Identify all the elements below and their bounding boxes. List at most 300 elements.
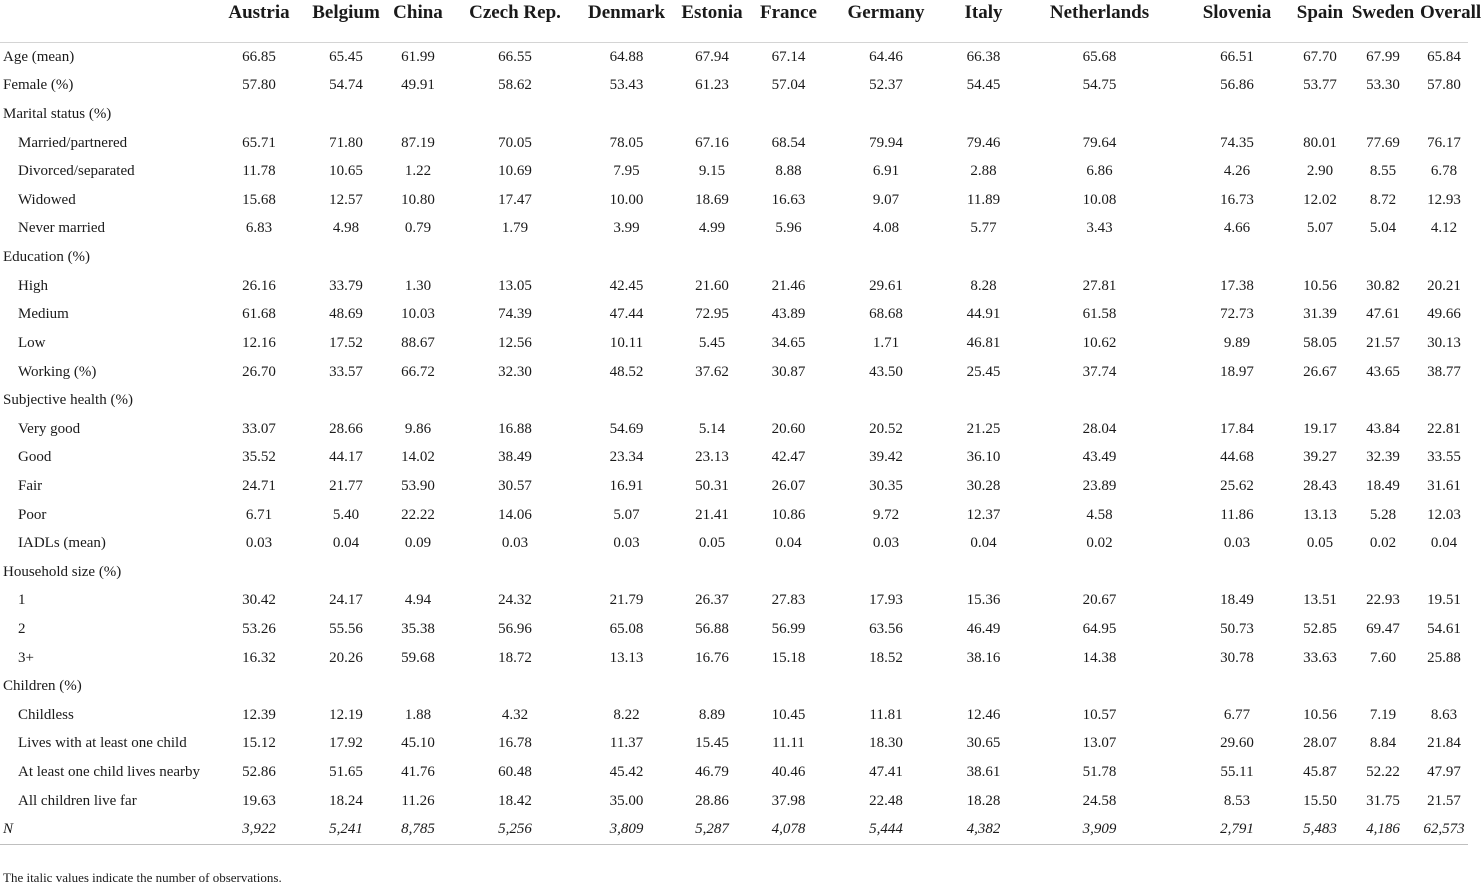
table-cell: 4.08: [872, 220, 900, 237]
table-cell: 12.16: [242, 334, 276, 351]
column-header-label: Czech Rep.: [469, 2, 561, 23]
table-cell: [753, 386, 824, 415]
table-row: [0, 358, 1468, 387]
table-cell: [1346, 243, 1420, 272]
table-cell: 71.80: [329, 134, 363, 151]
table-cell: 30.82: [1366, 277, 1400, 294]
table-cell: 66.51: [1220, 48, 1254, 65]
table-cell: 10.00: [609, 191, 644, 208]
table-cell: 6.83: [245, 220, 273, 237]
table-cell: 25.88: [1427, 649, 1461, 666]
table-cell: 10.08: [1082, 191, 1117, 208]
table-cell: 60.48: [498, 764, 532, 781]
row-label: 3+: [18, 649, 34, 666]
table-cell: 12.93: [1427, 191, 1461, 208]
table-cell: 17.84: [1220, 420, 1254, 437]
table-cell: 31.39: [1303, 306, 1337, 323]
table-cell: 67.70: [1303, 48, 1337, 65]
row-label: High: [18, 277, 48, 294]
table-cell: 55.56: [329, 620, 363, 637]
table-cell: 26.07: [771, 477, 806, 494]
table-cell: 31.61: [1427, 477, 1461, 494]
table-cell: 25.45: [966, 363, 1001, 380]
table-cell: 15.18: [771, 649, 806, 666]
table-cell: 4.99: [698, 220, 726, 237]
table-cell: [753, 558, 824, 587]
table-cell: [824, 243, 948, 272]
table-cell: 43.49: [1082, 449, 1117, 466]
table-cell: 9.72: [872, 506, 900, 523]
table-cell: 45.42: [609, 764, 644, 781]
table-cell: 21.57: [1366, 334, 1400, 351]
table-cell: 21.57: [1427, 792, 1461, 809]
table-cell: [824, 100, 948, 129]
table-cell: 42.47: [771, 449, 806, 466]
table-cell: 20.52: [869, 420, 903, 437]
table-cell: 12.37: [966, 506, 1001, 523]
table-cell: 0.03: [1223, 535, 1251, 552]
table-cell: 16.91: [609, 477, 644, 494]
table-cell: 21.60: [695, 277, 729, 294]
table-cell: 17.92: [329, 735, 363, 752]
table-cell: 4.98: [332, 220, 360, 237]
table-cell: [948, 672, 1019, 701]
table-cell: 11.11: [772, 735, 805, 752]
table-cell: 4.12: [1430, 220, 1458, 237]
table-cell: 0.02: [1369, 535, 1397, 552]
table-cell: 10.56: [1303, 706, 1337, 723]
column-header: [582, 0, 671, 43]
table-cell: [824, 386, 948, 415]
table-cell: [948, 100, 1019, 129]
table-cell: 43.65: [1366, 363, 1400, 380]
table-row: [0, 157, 1468, 186]
table-cell: 10.45: [771, 706, 806, 723]
table-cell: 5.07: [1306, 220, 1334, 237]
table-cell: 45.87: [1303, 764, 1337, 781]
table-cell: 66.85: [242, 48, 276, 65]
row-label: 1: [18, 592, 26, 609]
table-cell: 45.10: [401, 735, 435, 752]
table-cell: 54.69: [609, 420, 644, 437]
table-cell: 34.65: [771, 334, 806, 351]
table-cell: 79.46: [966, 134, 1001, 151]
column-header-label: Austria: [228, 2, 290, 23]
table-cell: 51.78: [1082, 764, 1117, 781]
table-cell: 67.94: [695, 48, 729, 65]
table-row: [0, 730, 1468, 759]
table-cell: 4.58: [1086, 506, 1113, 523]
table-cell: [448, 672, 582, 701]
table-cell: 43.84: [1366, 420, 1400, 437]
table-cell: [1019, 243, 1180, 272]
table-cell: 1.88: [404, 706, 432, 723]
table-cell: 22.81: [1427, 420, 1461, 437]
table-cell: 26.37: [695, 592, 729, 609]
table-cell: 10.69: [498, 163, 532, 180]
table-row: [0, 444, 1468, 473]
table-cell: 59.68: [401, 649, 435, 666]
row-label: Marital status (%): [3, 106, 112, 123]
table-cell: 41.76: [401, 764, 435, 781]
table-cell: 56.96: [498, 620, 532, 637]
table-cell: 47.44: [609, 306, 644, 323]
table-cell: 10.56: [1303, 277, 1337, 294]
table-cell: 53.30: [1366, 77, 1400, 94]
table-cell: 6.78: [1430, 163, 1458, 180]
table-cell: 49.66: [1427, 306, 1461, 323]
column-header-label: Germany: [847, 2, 925, 23]
table-cell: 11.81: [869, 706, 903, 723]
table-cell: 66.55: [498, 48, 532, 65]
table-cell: 88.67: [401, 334, 435, 351]
table-cell: [304, 243, 388, 272]
table-cell: 43.89: [771, 306, 806, 323]
table-cell: [753, 100, 824, 129]
table-cell: 10.65: [329, 163, 363, 180]
table-cell: 21.25: [966, 420, 1001, 437]
table-cell: 20.21: [1427, 277, 1461, 294]
table-cell: 5,444: [824, 815, 948, 844]
row-label: Education (%): [3, 249, 91, 266]
table-cell: 48.69: [329, 306, 363, 323]
table-cell: 53.43: [609, 77, 644, 94]
table-row: [0, 100, 1468, 129]
table-cell: 55.11: [1220, 764, 1254, 781]
column-header-label: France: [760, 2, 817, 23]
table-cell: [1019, 386, 1180, 415]
row-label: 2: [18, 620, 26, 637]
table-cell: 12.56: [498, 334, 532, 351]
table-cell: [1019, 100, 1180, 129]
table-cell: [824, 672, 948, 701]
table-cell: 57.80: [1427, 77, 1461, 94]
table-cell: 28.86: [695, 792, 729, 809]
table-cell: [388, 386, 448, 415]
table-cell: [1180, 243, 1294, 272]
table-row: [0, 758, 1468, 787]
table-cell: 42.45: [609, 277, 644, 294]
table-cell: 6.77: [1223, 706, 1251, 723]
column-header: [1346, 0, 1420, 43]
table-cell: 77.69: [1366, 134, 1400, 151]
table-cell: 23.89: [1082, 477, 1117, 494]
table-cell: 58.62: [498, 77, 532, 94]
table-cell: 50.31: [695, 477, 729, 494]
table-cell: 0.03: [245, 535, 273, 552]
table-cell: 25.62: [1220, 477, 1254, 494]
table-cell: 15.36: [966, 592, 1001, 609]
table-cell: 17.47: [498, 191, 532, 208]
table-cell: 28.66: [329, 420, 363, 437]
table-cell: 69.47: [1366, 620, 1400, 637]
table-cell: 66.38: [966, 48, 1001, 65]
table-cell: 65.84: [1427, 48, 1461, 65]
table-cell: 26.67: [1303, 363, 1337, 380]
table-cell: [671, 672, 753, 701]
table-cell: 26.16: [242, 277, 276, 294]
table-cell: 7.19: [1369, 706, 1397, 723]
table-cell: 18.52: [869, 649, 903, 666]
column-header-label: Netherlands: [1049, 2, 1150, 23]
table-cell: 35.52: [242, 449, 276, 466]
table-cell: 0.04: [1430, 535, 1458, 552]
table-cell: 1.30: [404, 277, 432, 294]
table-row: [0, 587, 1468, 616]
table-cell: 28.04: [1082, 420, 1117, 437]
table-cell: [388, 558, 448, 587]
table-cell: 3,922: [214, 815, 304, 844]
table-cell: [1180, 558, 1294, 587]
table-cell: 24.58: [1082, 792, 1117, 809]
table-cell: 0.02: [1086, 535, 1113, 552]
table-cell: 72.73: [1220, 306, 1254, 323]
table-cell: 9.89: [1223, 334, 1251, 351]
column-header-label: Spain: [1296, 2, 1344, 23]
table-cell: 5.28: [1369, 506, 1397, 523]
table-cell: 0.03: [613, 535, 640, 552]
table-cell: 10.80: [401, 191, 435, 208]
table-cell: 11.89: [966, 191, 1001, 208]
table-row: [0, 701, 1468, 730]
row-label: Married/partnered: [18, 134, 128, 151]
table-cell: 22.48: [869, 792, 903, 809]
table-cell: 33.57: [329, 363, 363, 380]
table-cell: [671, 386, 753, 415]
table-cell: 8.22: [613, 706, 640, 723]
table-cell: 6.71: [245, 506, 273, 523]
table-cell: [948, 558, 1019, 587]
table-cell: 46.81: [966, 334, 1001, 351]
table-cell: [388, 243, 448, 272]
table-cell: [1180, 386, 1294, 415]
table-cell: 24.17: [329, 592, 363, 609]
table-row: [0, 300, 1468, 329]
table-cell: 12.39: [242, 706, 276, 723]
table-cell: 37.98: [771, 792, 806, 809]
table-cell: 35.38: [401, 620, 435, 637]
table-cell: 72.95: [695, 306, 729, 323]
table-cell: 5.96: [775, 220, 802, 237]
table-cell: 30.28: [966, 477, 1001, 494]
table-cell: 61.99: [401, 48, 435, 65]
table-cell: 1.71: [872, 334, 900, 351]
table-cell: 79.64: [1082, 134, 1117, 151]
row-label: Low: [18, 334, 46, 351]
column-header-label: Italy: [964, 2, 1003, 23]
table-cell: 0.05: [1306, 535, 1334, 552]
table-cell: 44.68: [1220, 449, 1254, 466]
table-cell: 54.61: [1427, 620, 1461, 637]
table-cell: 30.42: [242, 592, 276, 609]
table-cell: 0.79: [404, 220, 432, 237]
table-row: [0, 243, 1468, 272]
table-row: [0, 558, 1468, 587]
table-cell: [304, 386, 388, 415]
table-row: [0, 186, 1468, 215]
table-cell: 57.80: [242, 77, 276, 94]
table-cell: 64.46: [869, 48, 903, 65]
table-cell: 38.16: [966, 649, 1001, 666]
table-cell: 8.88: [775, 163, 802, 180]
table-cell: 49.91: [401, 77, 435, 94]
table-cell: 27.81: [1082, 277, 1117, 294]
table-cell: [1294, 558, 1346, 587]
table-cell: 17.93: [869, 592, 903, 609]
table-cell: 11.37: [609, 735, 644, 752]
table-cell: 74.35: [1220, 134, 1254, 151]
table-cell: [388, 672, 448, 701]
table-cell: [448, 558, 582, 587]
table-cell: 5,241: [304, 815, 388, 844]
table-cell: [1294, 672, 1346, 701]
column-header: [753, 0, 824, 43]
row-label: Poor: [18, 506, 47, 523]
table-cell: 4,186: [1346, 815, 1420, 844]
table-cell: 23.34: [609, 449, 644, 466]
row-label: IADLs (mean): [18, 535, 106, 552]
table-cell: [1346, 672, 1420, 701]
table-cell: 16.32: [242, 649, 276, 666]
table-cell: 19.51: [1427, 592, 1461, 609]
table-cell: 30.78: [1220, 649, 1254, 666]
table-cell: 56.86: [1220, 77, 1254, 94]
table-row: [0, 386, 1468, 415]
table-cell: 14.38: [1082, 649, 1117, 666]
table-cell: 30.57: [498, 477, 532, 494]
table-cell: 13.13: [609, 649, 644, 666]
table-row: [0, 129, 1468, 158]
table-cell: 12.46: [966, 706, 1001, 723]
table-cell: 38.77: [1427, 363, 1461, 380]
table-cell: 18.69: [695, 191, 729, 208]
table-cell: 54.74: [329, 77, 363, 94]
row-label: Subjective health (%): [3, 392, 133, 409]
table-cell: 11.86: [1220, 506, 1254, 523]
table-cell: 65.45: [329, 48, 363, 65]
table-cell: 0.04: [775, 535, 802, 552]
table-cell: 12.57: [329, 191, 363, 208]
table-cell: 22.22: [401, 506, 435, 523]
table-cell: 10.86: [771, 506, 806, 523]
row-label: At least one child lives nearby: [18, 764, 201, 781]
table-cell: 32.39: [1366, 449, 1400, 466]
column-header: [824, 0, 948, 43]
table-cell: 33.63: [1303, 649, 1337, 666]
table-cell: [1180, 100, 1294, 129]
table-cell: 87.19: [401, 134, 435, 151]
table-cell: 16.63: [771, 191, 806, 208]
table-cell: 31.75: [1366, 792, 1400, 809]
table-row: [0, 215, 1468, 244]
table-cell: 47.41: [869, 764, 903, 781]
table-cell: 65.68: [1082, 48, 1117, 65]
table-cell: [671, 558, 753, 587]
table-cell: 8.53: [1223, 792, 1251, 809]
table-cell: 58.05: [1303, 334, 1337, 351]
row-label: Age (mean): [3, 48, 75, 65]
table-cell: 19.17: [1303, 420, 1337, 437]
table-row: [0, 415, 1468, 444]
table-cell: 32.30: [498, 363, 532, 380]
table-cell: 18.72: [498, 649, 532, 666]
table-row: [0, 72, 1468, 101]
table-cell: 67.14: [771, 48, 806, 65]
column-header-label: China: [393, 2, 443, 23]
table-cell: 39.27: [1303, 449, 1337, 466]
table-cell: 19.63: [242, 792, 276, 809]
table-cell: 15.68: [242, 191, 276, 208]
table-cell: 35.00: [609, 792, 644, 809]
table-cell: [214, 100, 304, 129]
table-cell: 18.42: [498, 792, 532, 809]
table-cell: 68.68: [869, 306, 903, 323]
column-header-label: Denmark: [587, 2, 666, 23]
table-cell: [1420, 386, 1468, 415]
table-cell: [388, 100, 448, 129]
table-cell: 30.35: [869, 477, 903, 494]
table-row: [0, 529, 1468, 558]
table-cell: 4,078: [753, 815, 824, 844]
table-cell: 7.60: [1369, 649, 1397, 666]
table-cell: 56.88: [695, 620, 729, 637]
table-row: [0, 787, 1468, 816]
row-label: Children (%): [3, 678, 82, 695]
table-cell: [824, 558, 948, 587]
table-cell: 12.19: [329, 706, 363, 723]
table-row: [0, 472, 1468, 501]
table-cell: 67.99: [1366, 48, 1400, 65]
table-cell: 33.79: [329, 277, 363, 294]
table-cell: 5.45: [698, 334, 726, 351]
table-cell: 78.05: [609, 134, 644, 151]
table-cell: [448, 100, 582, 129]
table-cell: 24.71: [242, 477, 276, 494]
table-cell: 20.26: [329, 649, 363, 666]
table-cell: [948, 243, 1019, 272]
table-cell: 30.13: [1427, 334, 1461, 351]
table-cell: 11.78: [242, 163, 276, 180]
header-corner: [0, 0, 214, 43]
column-header-label: Belgium: [312, 2, 380, 23]
table-cell: 28.07: [1303, 735, 1337, 752]
row-label: Childless: [18, 706, 74, 723]
table-cell: 5,287: [671, 815, 753, 844]
table-cell: 38.49: [498, 449, 532, 466]
table-cell: 5,483: [1294, 815, 1346, 844]
row-label: Good: [18, 449, 52, 466]
table-cell: 14.06: [498, 506, 532, 523]
table-cell: 52.22: [1366, 764, 1400, 781]
table-cell: 12.02: [1303, 191, 1337, 208]
table-cell: 0.04: [970, 535, 997, 552]
table-row: [0, 329, 1468, 358]
row-label: Working (%): [18, 363, 97, 380]
column-header-label: Estonia: [681, 2, 743, 23]
table-cell: 2.88: [970, 163, 997, 180]
table-cell: 37.74: [1082, 363, 1117, 380]
table-cell: 76.17: [1427, 134, 1461, 151]
table-cell: 0.03: [872, 535, 900, 552]
table-cell: 3.99: [613, 220, 640, 237]
row-label: N: [0, 815, 214, 844]
column-header-label: Slovenia: [1202, 2, 1272, 23]
table-cell: [1294, 386, 1346, 415]
column-header: [671, 0, 753, 43]
table-cell: 22.93: [1366, 592, 1400, 609]
header-row: [0, 0, 1468, 43]
table-cell: 10.11: [609, 334, 644, 351]
